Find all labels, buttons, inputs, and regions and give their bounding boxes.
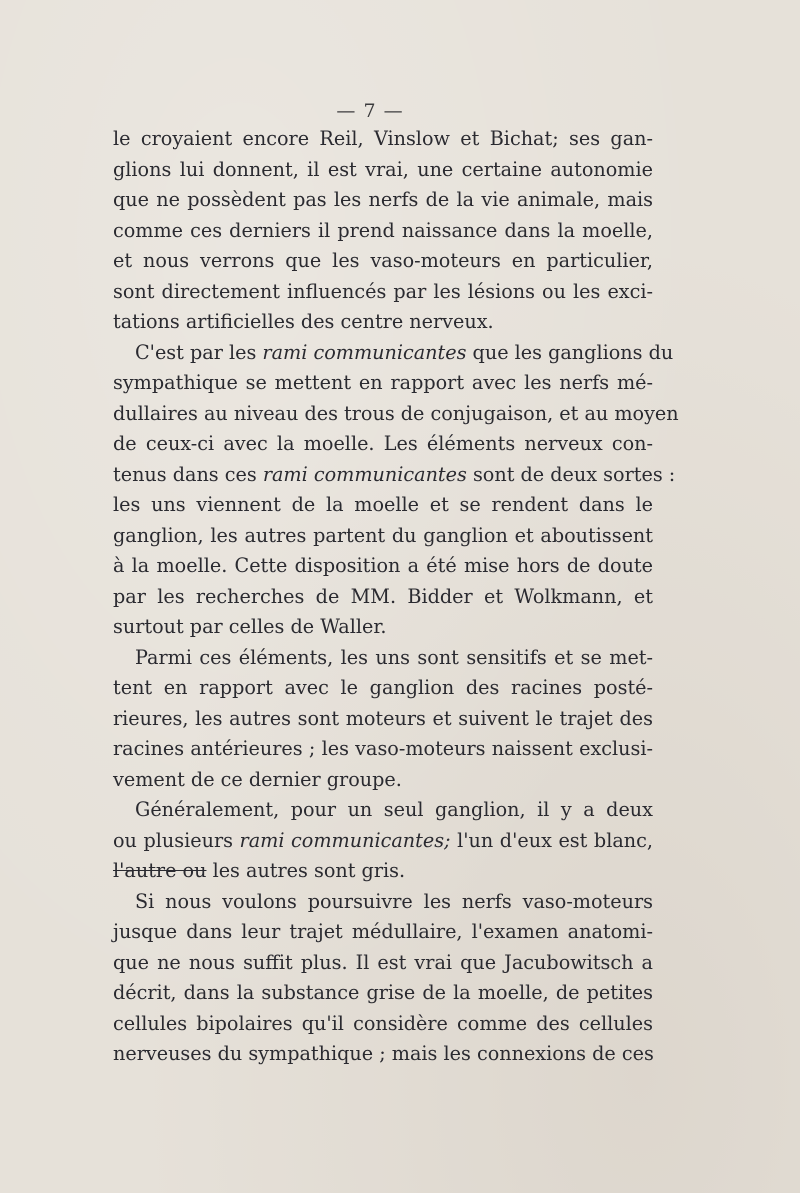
text-segment: que ne possèdent pas les nerfs de la vie animale, mais [113, 188, 653, 211]
text-segment: les autres sont gris. [206, 859, 406, 882]
text-segment: cellules bipolaires qu'il considère comme des cellules [113, 1011, 653, 1035]
text-segment: de ceux-ci avec la moelle. Les éléments nerveux con- [113, 432, 653, 455]
text-line [113, 277, 653, 308]
text-segment: Généralement, pour un seul ganglion, il y a deux [135, 798, 653, 821]
text-segment: glions lui donnent, il est vrai, une certaine autonomie [113, 157, 653, 181]
text-segment: à la moelle. Cette disposition a été mise hors de doute [113, 554, 653, 577]
text-segment: tenus dans ces [113, 462, 263, 486]
text-line [113, 948, 653, 979]
text-line [113, 216, 653, 247]
text-line [113, 460, 676, 491]
text-line [113, 887, 653, 918]
text-line [113, 704, 653, 735]
text-line [113, 673, 653, 704]
text-line [113, 429, 653, 460]
text-line [113, 307, 653, 338]
text-line [113, 795, 653, 826]
text-line [113, 643, 653, 674]
text-segment: par les recherches de MM. Bidder et Wolkmann, et [113, 584, 653, 608]
text-line [113, 155, 653, 186]
text-segment: vement de ce dernier groupe. [113, 767, 402, 791]
struck-text: l'autre ou [113, 859, 207, 882]
text-line [113, 917, 653, 948]
text-line [113, 185, 653, 216]
text-segment: nerveuses du sympathique ; mais les connexions de ces [113, 1042, 654, 1065]
text-line [113, 978, 653, 1009]
text-segment: comme ces derniers il prend naissance dans la moelle, [113, 218, 653, 242]
text-line [113, 521, 653, 552]
text-segment: ganglion, les autres partent du ganglion et aboutissent [113, 523, 653, 547]
text-line [113, 338, 674, 369]
italic-text: rami communicantes; [239, 828, 451, 852]
text-segment: ou plusieurs [113, 828, 240, 852]
text-line [113, 582, 653, 613]
text-segment: Si nous voulons poursuivre les nerfs vaso-moteurs [135, 889, 653, 913]
text-segment: et nous verrons que les vaso-moteurs en particulier, [113, 249, 653, 272]
text-line [113, 1009, 653, 1040]
text-segment: tent en rapport avec le ganglion des racines posté- [113, 676, 653, 699]
text-line [113, 246, 653, 277]
text-segment: rieures, les autres sont moteurs et suivent le trajet des [113, 706, 653, 730]
text-segment: que ne nous suffit plus. Il est vrai que Jacubowitsch a [113, 950, 653, 974]
text-line [113, 856, 653, 887]
body-text [113, 124, 679, 1070]
text-line [113, 826, 653, 857]
italic-text: rami communicantes [262, 340, 467, 364]
text-line [113, 368, 653, 399]
text-line [113, 490, 653, 521]
text-line [113, 399, 679, 430]
text-segment: dullaires au niveau des trous de conjugaison, et au moyen [113, 401, 679, 425]
text-line [113, 612, 653, 643]
text-segment: Parmi ces éléments, les uns sont sensitifs et se met- [135, 645, 653, 669]
text-segment: tations artificielles des centre nerveux. [113, 310, 494, 333]
text-segment: que les ganglions du [466, 340, 674, 364]
text-line [113, 551, 653, 582]
text-line [113, 1039, 653, 1070]
text-line [113, 124, 653, 155]
text-segment: C'est par les [135, 340, 263, 364]
text-segment: sont directement influencés par les lésions ou les exci- [113, 279, 653, 303]
text-segment: décrit, dans la substance grise de la moelle, de petites [113, 981, 653, 1004]
text-line [113, 734, 653, 765]
text-segment: racines antérieures ; les vaso-moteurs naissent exclusi- [113, 737, 653, 760]
italic-text: rami communicantes [262, 462, 467, 486]
text-segment: l'un d'eux est blanc, [450, 828, 653, 852]
text-segment: jusque dans leur trajet médullaire, l'examen anatomi- [113, 920, 653, 943]
text-line [113, 765, 653, 796]
text-segment: sympathique se mettent en rapport avec les nerfs mé- [113, 371, 653, 394]
text-segment: surtout par celles de Waller. [113, 615, 387, 638]
text-segment: sont de deux sortes : [466, 462, 676, 486]
text-segment: le croyaient encore Reil, Vinslow et Bichat; ses gan- [113, 127, 653, 150]
text-segment: les uns viennent de la moelle et se rendent dans le [113, 493, 653, 516]
page-number: — 7 — [336, 100, 404, 122]
